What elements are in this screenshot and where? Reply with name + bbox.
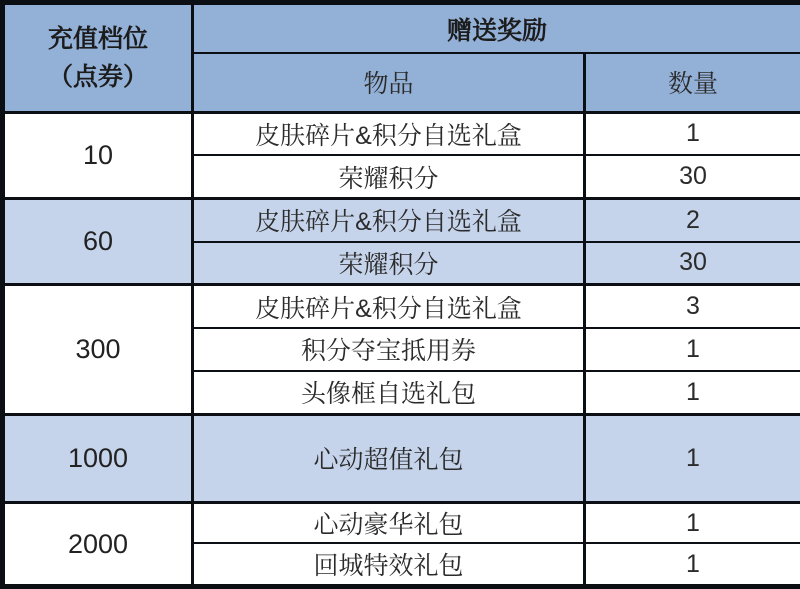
table-row (3, 503, 800, 544)
item-cell: 回城特效礼包 (193, 543, 585, 586)
item-cell: 皮肤碎片&积分自选礼盒 (193, 112, 585, 155)
tier-cell: 1000 (3, 414, 193, 502)
table-row (3, 198, 800, 241)
reward-header: 赠送奖励 (193, 3, 800, 54)
table-row (3, 414, 800, 502)
qty-cell: 30 (585, 155, 800, 198)
tier-header-line1: 充值档位 (47, 24, 148, 53)
tier-column-header (3, 3, 193, 113)
tier-cell: 300 (3, 285, 193, 415)
table-row (3, 112, 800, 155)
item-cell: 积分夺宝抵用券 (193, 328, 585, 371)
qty-cell: 30 (585, 242, 800, 285)
tier-cell: 2000 (3, 503, 193, 587)
item-cell: 心动超值礼包 (193, 414, 585, 502)
item-cell: 荣耀积分 (193, 155, 585, 198)
tier-header-line2: （点券） (47, 62, 148, 91)
item-cell: 心动豪华礼包 (193, 503, 585, 544)
qty-column-header: 数量 (585, 53, 800, 112)
header-row-1 (3, 3, 800, 54)
qty-cell: 1 (585, 543, 800, 586)
item-cell: 荣耀积分 (193, 242, 585, 285)
qty-cell: 1 (585, 371, 800, 414)
qty-cell: 1 (585, 503, 800, 544)
qty-cell: 3 (585, 285, 800, 328)
item-column-header: 物品 (193, 53, 585, 112)
tier-cell: 60 (3, 198, 193, 284)
item-cell: 头像框自选礼包 (193, 371, 585, 414)
qty-cell: 1 (585, 414, 800, 502)
item-cell: 皮肤碎片&积分自选礼盒 (193, 198, 585, 241)
tier-cell: 10 (3, 112, 193, 198)
item-cell: 皮肤碎片&积分自选礼盒 (193, 285, 585, 328)
qty-cell: 1 (585, 328, 800, 371)
qty-cell: 2 (585, 198, 800, 241)
qty-cell: 1 (585, 112, 800, 155)
table-row (3, 285, 800, 328)
